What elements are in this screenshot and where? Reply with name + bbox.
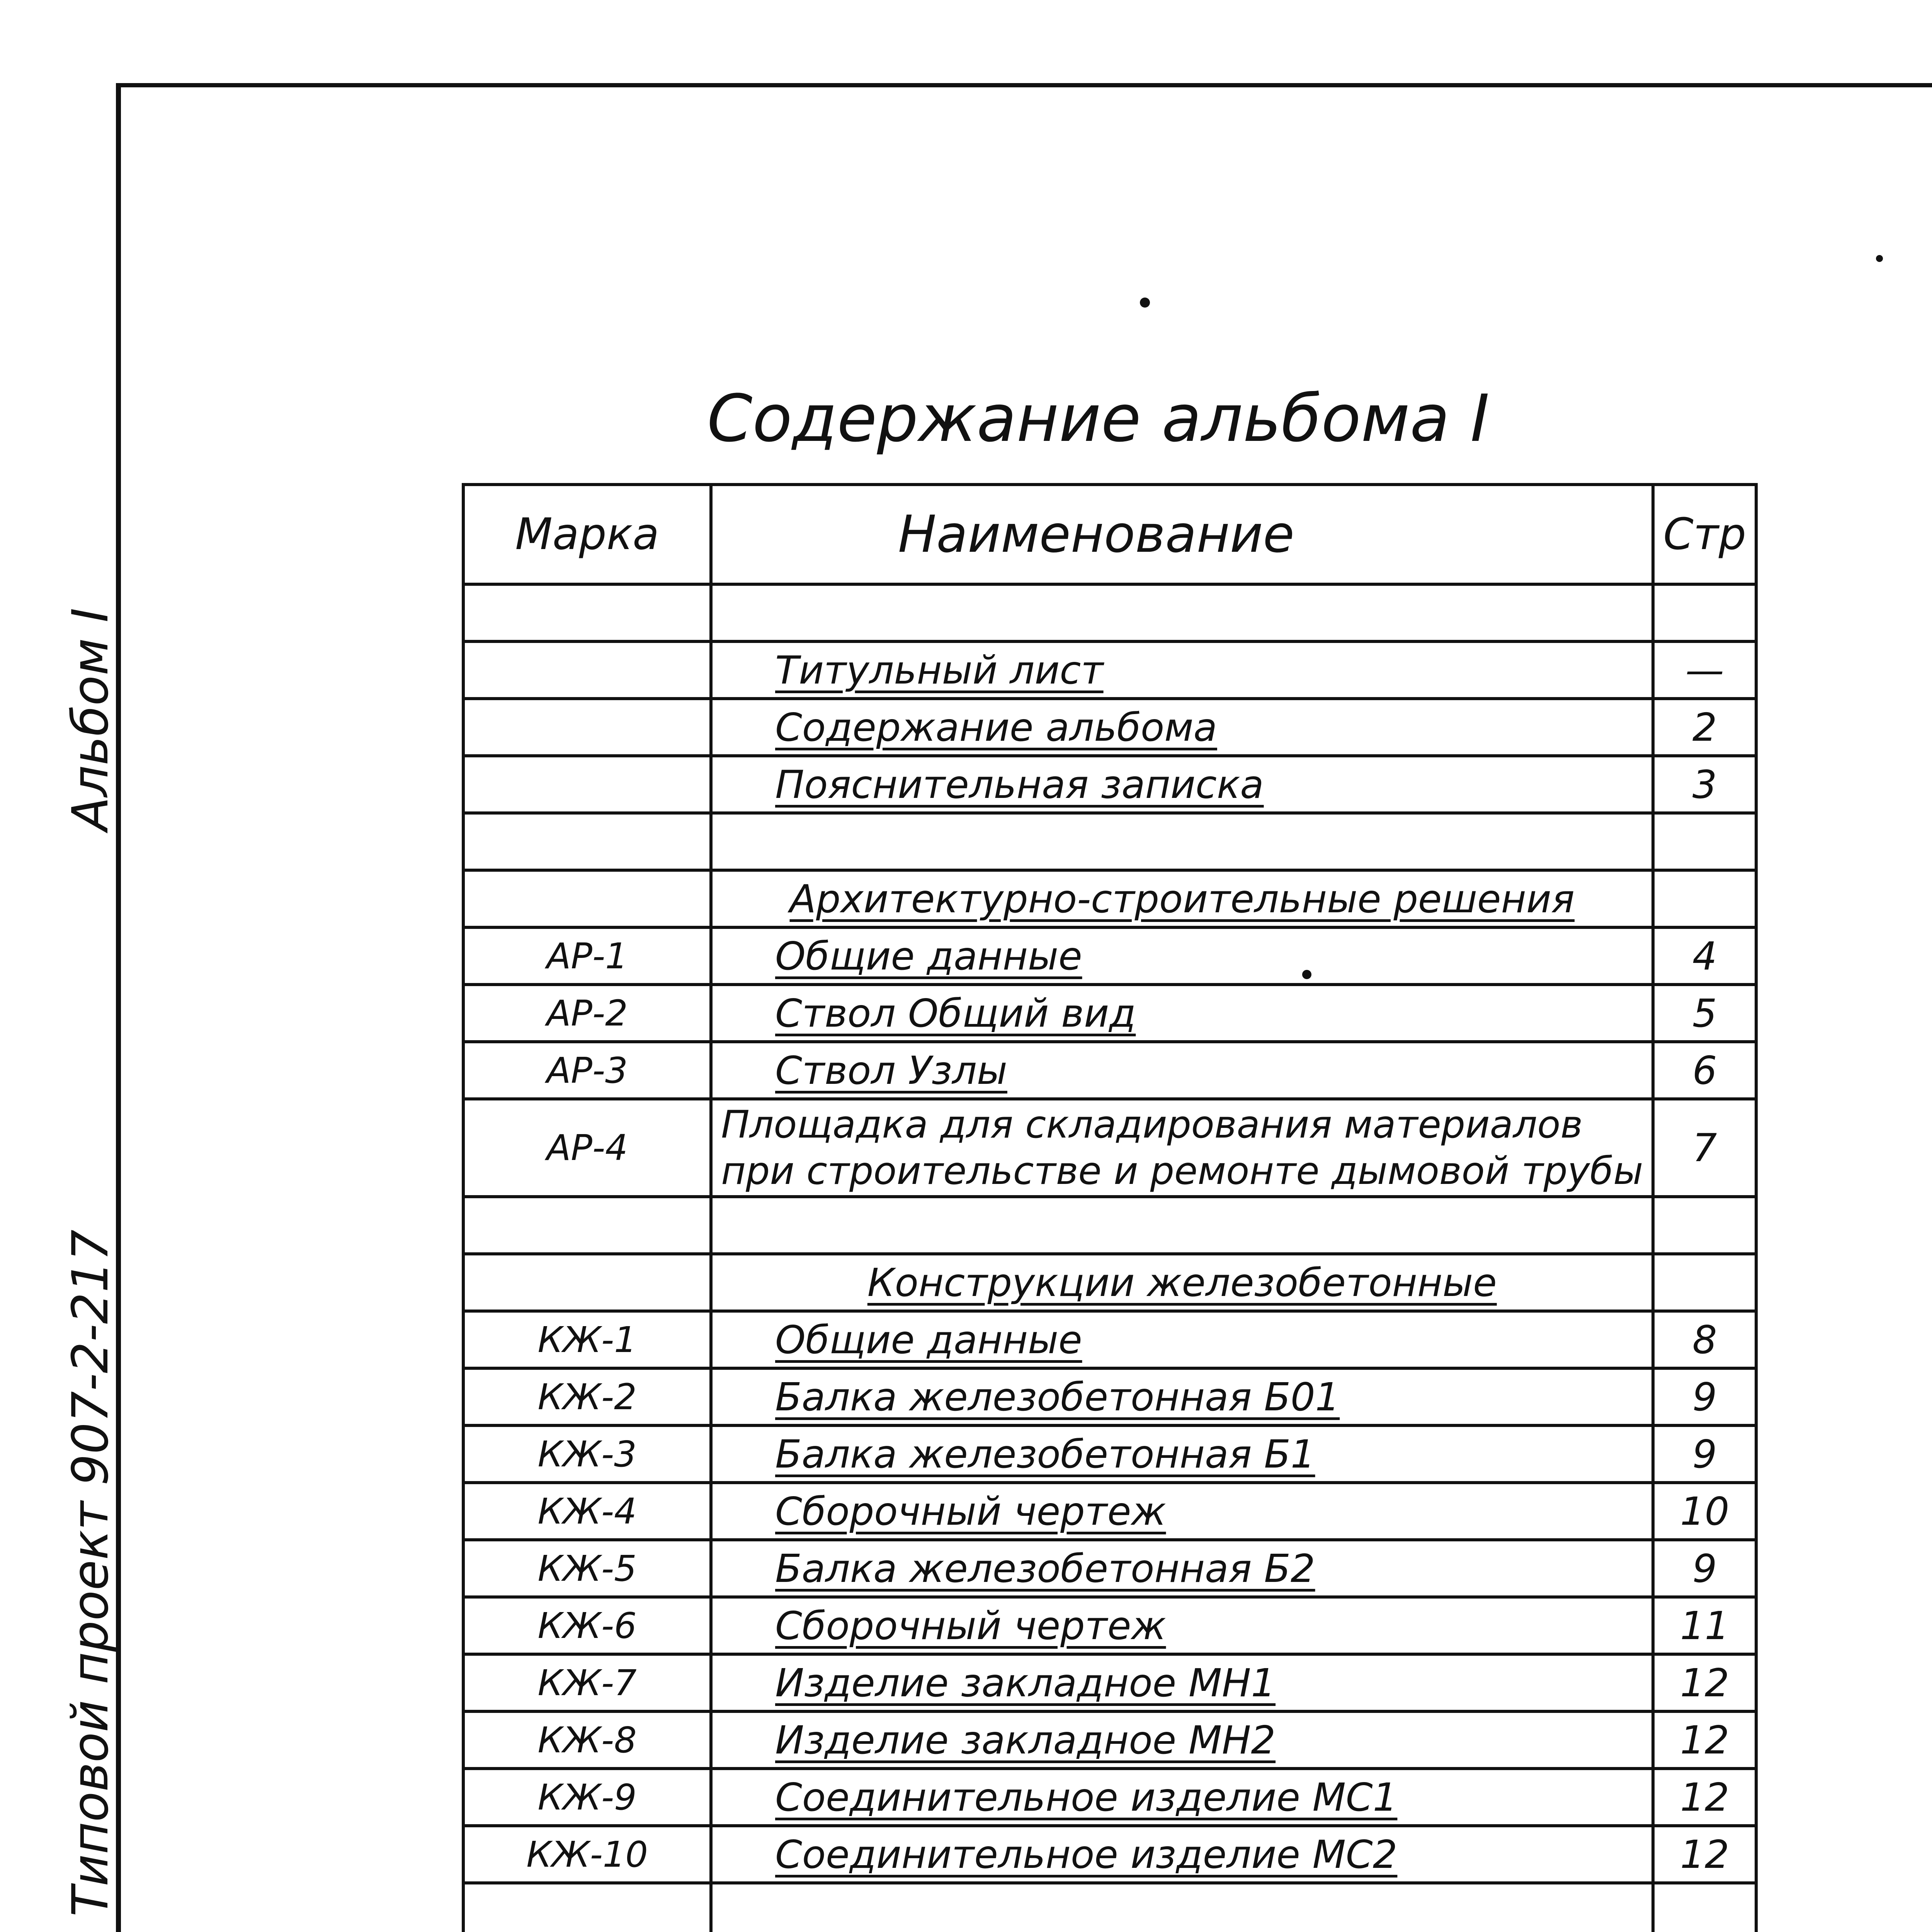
table-row — [463, 1711, 1756, 1769]
row-name — [711, 1540, 1653, 1597]
row-name — [711, 641, 1653, 699]
blank-row — [463, 584, 1756, 641]
row-name — [711, 699, 1653, 756]
row-name — [711, 1711, 1653, 1769]
row-name — [711, 927, 1653, 985]
table-header-row — [463, 485, 1756, 584]
row-mark — [463, 870, 711, 927]
section-row — [463, 870, 1756, 927]
blank-row — [463, 1197, 1756, 1254]
table-row — [463, 1099, 1756, 1197]
row-mark — [463, 641, 711, 699]
row-name — [711, 1042, 1653, 1099]
row-mark: КЖ-3 — [463, 1425, 711, 1483]
table-row — [463, 1042, 1756, 1099]
row-name-text: Конструкции железобетонные — [867, 1260, 1497, 1305]
row-mark: АР-3 — [463, 1042, 711, 1099]
table-row — [463, 756, 1756, 813]
row-name-text: Балка железобетонная Б01 — [775, 1374, 1340, 1420]
row-name — [711, 1099, 1653, 1197]
row-mark: КЖ-1 — [463, 1311, 711, 1368]
row-name — [711, 584, 1653, 641]
row-mark: КЖ-6 — [463, 1597, 711, 1654]
table-row — [463, 1425, 1756, 1483]
row-name-text: Балка железобетонная Б1 — [775, 1431, 1315, 1477]
speck — [1876, 255, 1883, 262]
row-page: 12 — [1653, 1654, 1756, 1711]
row-name-text: Содержание альбома — [775, 704, 1217, 750]
row-name-text: Сборочный чертеж — [775, 1603, 1166, 1648]
row-page — [1653, 1883, 1756, 1932]
table-row — [463, 1597, 1756, 1654]
table-row — [463, 1769, 1756, 1826]
row-name — [711, 1254, 1653, 1311]
header-mark: Марка — [463, 485, 711, 584]
row-page: 12 — [1653, 1769, 1756, 1826]
side-title-project: Типовой проект 907-2-217 — [62, 1230, 119, 1917]
table-row — [463, 641, 1756, 699]
row-name-text: Балка железобетонная Б2 — [775, 1546, 1315, 1591]
row-name-text: Общие данные — [775, 1317, 1082, 1362]
table-row — [463, 1311, 1756, 1368]
row-mark: КЖ-7 — [463, 1654, 711, 1711]
row-name — [711, 985, 1653, 1042]
row-page: 11 — [1653, 1597, 1756, 1654]
row-page — [1653, 870, 1756, 927]
row-page — [1653, 584, 1756, 641]
row-name-text: Соединительное изделие МС1 — [775, 1774, 1398, 1820]
row-page: 8 — [1653, 1311, 1756, 1368]
row-name-text: Титульный лист — [775, 647, 1104, 693]
row-mark — [463, 1883, 711, 1932]
row-name — [711, 1311, 1653, 1368]
contents-table — [462, 483, 1758, 1932]
row-page — [1653, 1197, 1756, 1254]
row-name — [711, 1483, 1653, 1540]
row-name — [711, 1883, 1653, 1932]
row-name-text: Ствол Узлы — [775, 1048, 1007, 1093]
table-row — [463, 1368, 1756, 1425]
row-mark: КЖ-5 — [463, 1540, 711, 1597]
row-page: 3 — [1653, 756, 1756, 813]
table-row — [463, 1826, 1756, 1883]
table-row — [463, 699, 1756, 756]
row-name-text: Соединительное изделие МС2 — [775, 1832, 1398, 1877]
blank-row — [463, 813, 1756, 870]
row-name — [711, 1769, 1653, 1826]
section-row — [463, 1254, 1756, 1311]
row-name — [711, 1368, 1653, 1425]
row-mark — [463, 1254, 711, 1311]
row-page — [1653, 1254, 1756, 1311]
table-row — [463, 1483, 1756, 1540]
row-name-text: Архитектурно-строительные решения — [789, 876, 1575, 922]
row-name — [711, 1197, 1653, 1254]
blank-row — [463, 1883, 1756, 1932]
table-row — [463, 985, 1756, 1042]
row-mark: КЖ-4 — [463, 1483, 711, 1540]
row-page: 4 — [1653, 927, 1756, 985]
side-title-album: Альбом I — [62, 607, 119, 831]
row-mark — [463, 756, 711, 813]
header-name: Наименование — [711, 485, 1653, 584]
row-name-text: Ствол Общий вид — [775, 990, 1136, 1036]
row-name — [711, 813, 1653, 870]
row-mark — [463, 699, 711, 756]
row-page — [1653, 813, 1756, 870]
row-page: 12 — [1653, 1826, 1756, 1883]
row-mark — [463, 813, 711, 870]
row-page: 6 — [1653, 1042, 1756, 1099]
row-name-text: Общие данные — [775, 933, 1082, 979]
row-page: 2 — [1653, 699, 1756, 756]
row-mark: КЖ-10 — [463, 1826, 711, 1883]
row-page: 7 — [1653, 1099, 1756, 1197]
row-page: 9 — [1653, 1540, 1756, 1597]
speck — [1140, 298, 1150, 308]
row-name — [711, 870, 1653, 927]
row-mark: КЖ-2 — [463, 1368, 711, 1425]
table-row — [463, 1540, 1756, 1597]
table-row — [463, 927, 1756, 985]
page-title: Содержание альбома I — [707, 381, 1490, 456]
row-name — [711, 1425, 1653, 1483]
row-mark — [463, 1197, 711, 1254]
row-name-line: при строительстве и ремонте дымовой трубы — [721, 1149, 1643, 1193]
header-page: Стр — [1653, 485, 1756, 584]
row-page: 10 — [1653, 1483, 1756, 1540]
row-name-text: Изделие закладное МН2 — [775, 1717, 1276, 1763]
row-page: 12 — [1653, 1711, 1756, 1769]
row-page: 9 — [1653, 1425, 1756, 1483]
row-name — [711, 1826, 1653, 1883]
row-name — [711, 1654, 1653, 1711]
row-mark: АР-4 — [463, 1099, 711, 1197]
row-mark: АР-1 — [463, 927, 711, 985]
row-page: 5 — [1653, 985, 1756, 1042]
row-page: — — [1653, 641, 1756, 699]
row-name-text: Сборочный чертеж — [775, 1488, 1166, 1534]
row-name — [711, 756, 1653, 813]
row-page: 9 — [1653, 1368, 1756, 1425]
row-name — [711, 1597, 1653, 1654]
row-mark — [463, 584, 711, 641]
row-name-line: Площадка для складирования материалов — [721, 1102, 1583, 1147]
row-mark: КЖ-8 — [463, 1711, 711, 1769]
row-mark: КЖ-9 — [463, 1769, 711, 1826]
row-mark: АР-2 — [463, 985, 711, 1042]
table-row — [463, 1654, 1756, 1711]
row-name-text: Изделие закладное МН1 — [775, 1660, 1276, 1706]
row-name-text: Пояснительная записка — [775, 762, 1264, 807]
